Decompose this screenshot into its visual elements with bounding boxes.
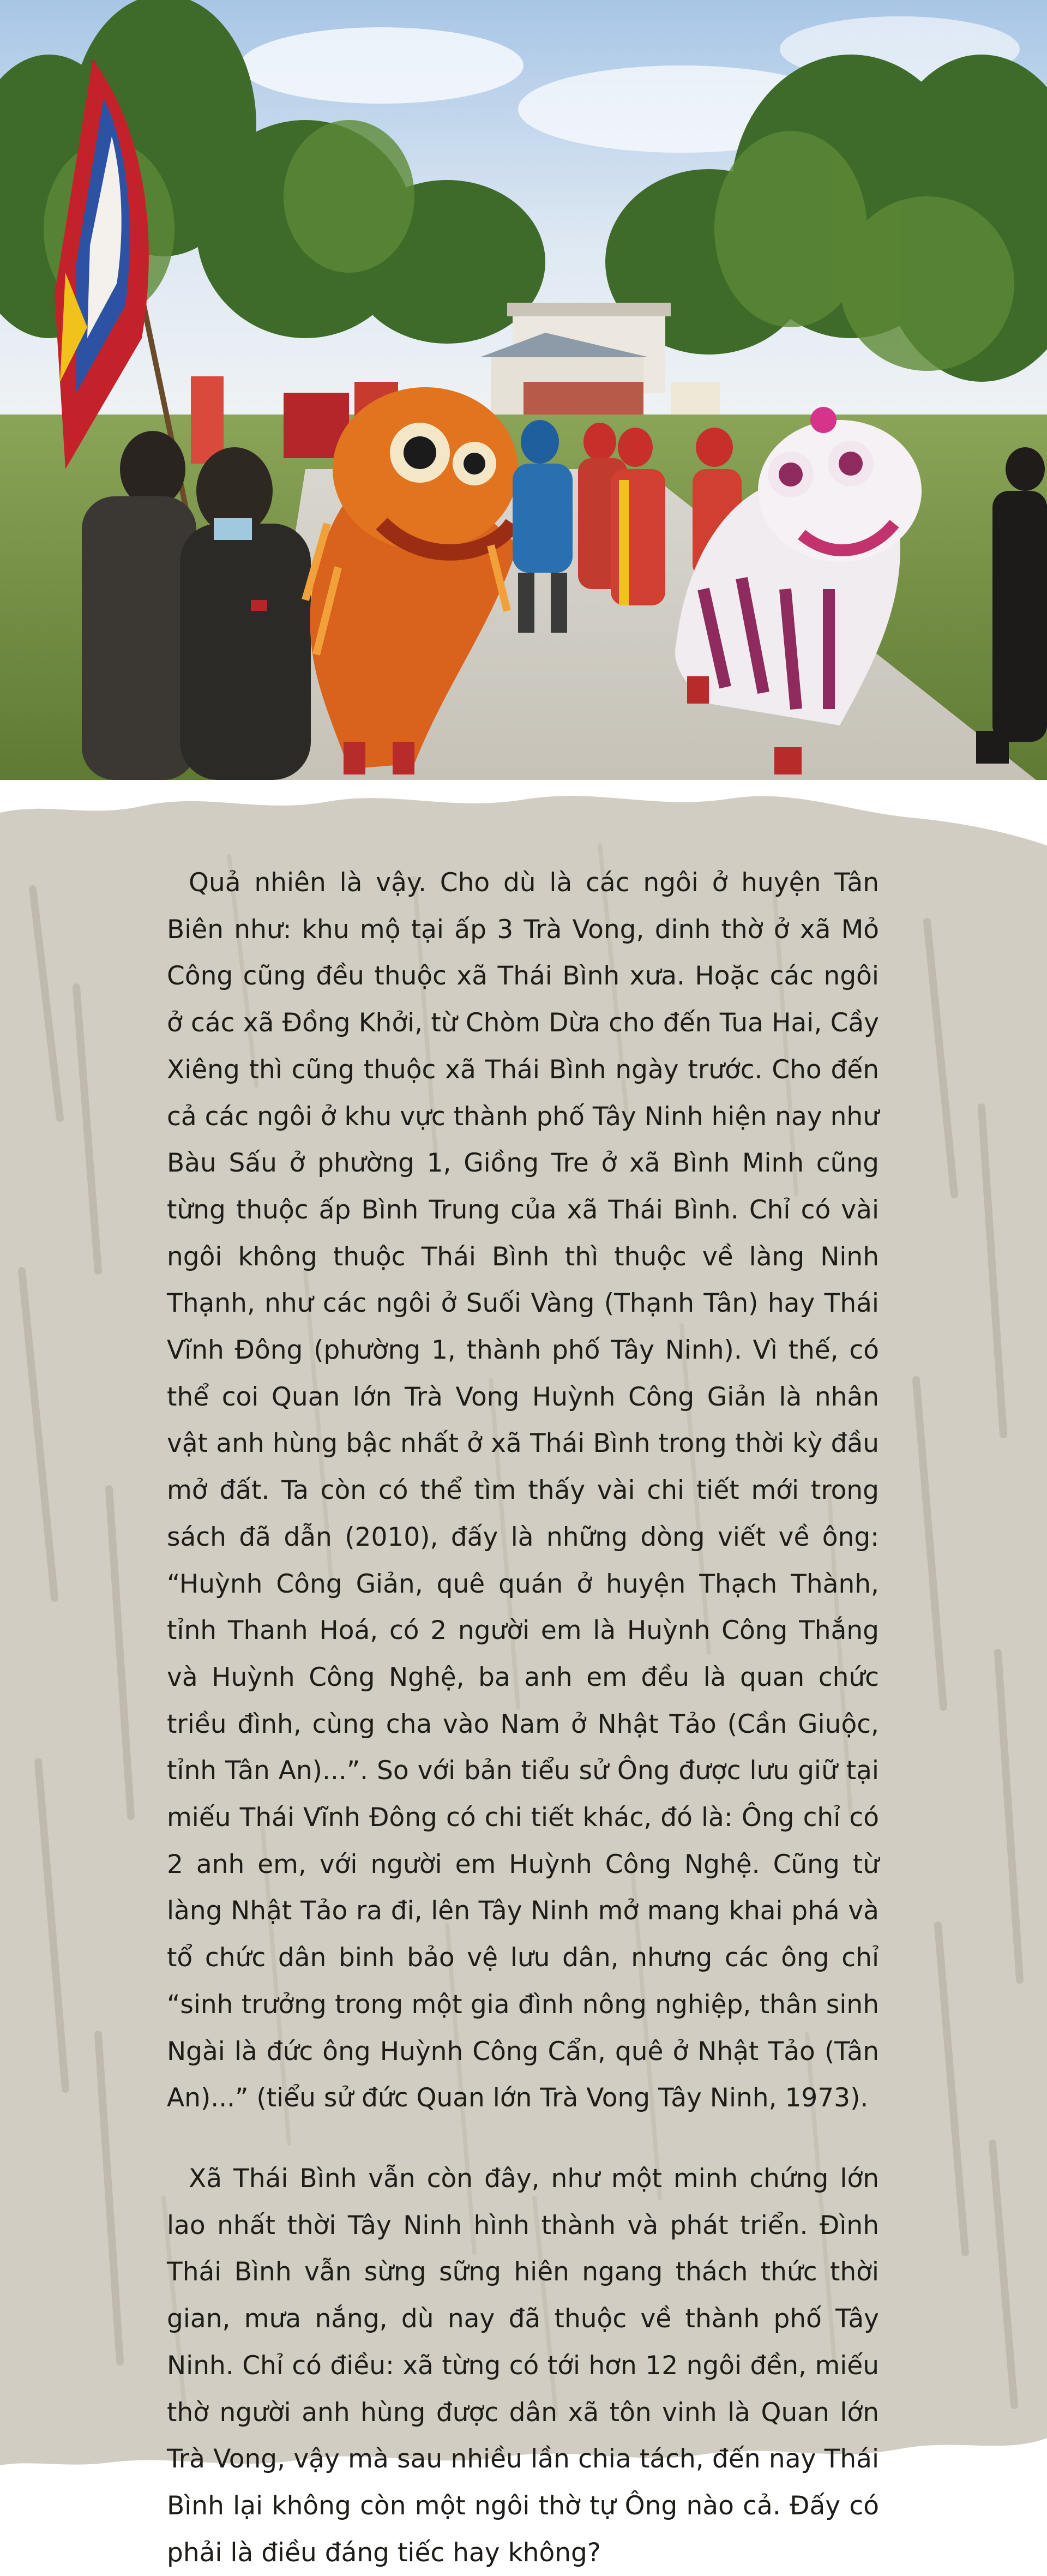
photo-illustration (0, 0, 1047, 780)
article-body (167, 860, 879, 2576)
article-paragraph-1: Quả nhiên là vậy. Cho dù là các ngôi ở huyện Tân Biên như: khu mộ tại ấp 3 Trà Vong, dinh thờ ở xã Mỏ Công cũng đều thuộc xã Thái Bình xưa. Hoặc các ngôi ở các xã Đồng Khởi, từ Chòm Dừa cho đến Tua Hai, Cầy Xiêng thì cũng thuộc xã Thái Bình ngày trước. Cho đến cả các ngôi ở khu vực thành phố Tây Ninh hiện nay như Bàu Sấu ở phường 1, Giồng Tre ở xã Bình Minh cũng từng thuộc ấp Bình Trung của xã Thái Bình. Chỉ có vài ngôi không thuộc Thái Bình thì thuộc về làng Ninh Thạnh, như các ngôi ở Suối Vàng (Thạnh Tân) hay Thái Vĩnh Đông (phường 1, thành phố Tây Ninh). Vì thế, có thể coi Quan lớn Trà Vong Huỳnh Công Giản là nhân vật anh hùng bậc nhất ở xã Thái Bình trong thời kỳ đầu mở đất. Ta còn có thể tìm thấy vài chi tiết mới trong sách đã dẫn (2010), đấy là những dòng viết về ông: “Huỳnh Công Giản, quê quán ở huyện Thạch Thành, tỉnh Thanh Hoá, có 2 người em là Huỳnh Công Thắng và Huỳnh Công Nghệ, ba anh em đều là quan chức triều đình, cùng cha vào Nam ở Nhật Tảo (Cần Giuộc, tỉnh Tân An)...”. So với bản tiểu sử Ông được lưu giữ tại miếu Thái Vĩnh Đông có chi tiết khác, đó là: Ông chỉ có 2 anh em, với người em Huỳnh Công Nghệ. Cũng từ làng Nhật Tảo ra đi, lên Tây Ninh mở mang khai phá và tổ chức dân binh bảo vệ lưu dân, nhưng các ông chỉ “sinh trưởng trong một gia đình nông nghiệp, thân sinh Ngài là đức ông Huỳnh Công Cẩn, quê ở Nhật Tảo (Tân An)...” (tiểu sử đức Quan lớn Trà Vong Tây Ninh, 1973). (167, 868, 879, 2113)
lion-dance-procession-photo (0, 0, 1047, 780)
article-paragraph-2: Xã Thái Bình vẫn còn đây, như một minh chứng lớn lao nhất thời Tây Ninh hình thành và phát triển. Đình Thái Bình vẫn sừng sững hiên ngang thách thức thời gian, mưa nắng, dù nay đã thuộc về thành phố Tây Ninh. Chỉ có điều: xã từng có tới hơn 12 ngôi đền, miếu thờ người anh hùng được dân xã tôn vinh là Quan lớn Trà Vong, vậy mà sau nhiều lần chia tách, đến nay Thái Bình lại không còn một ngôi thờ tự Ông nào cả. Đấy có phải là điều đáng tiếc hay không? (167, 2163, 879, 2568)
